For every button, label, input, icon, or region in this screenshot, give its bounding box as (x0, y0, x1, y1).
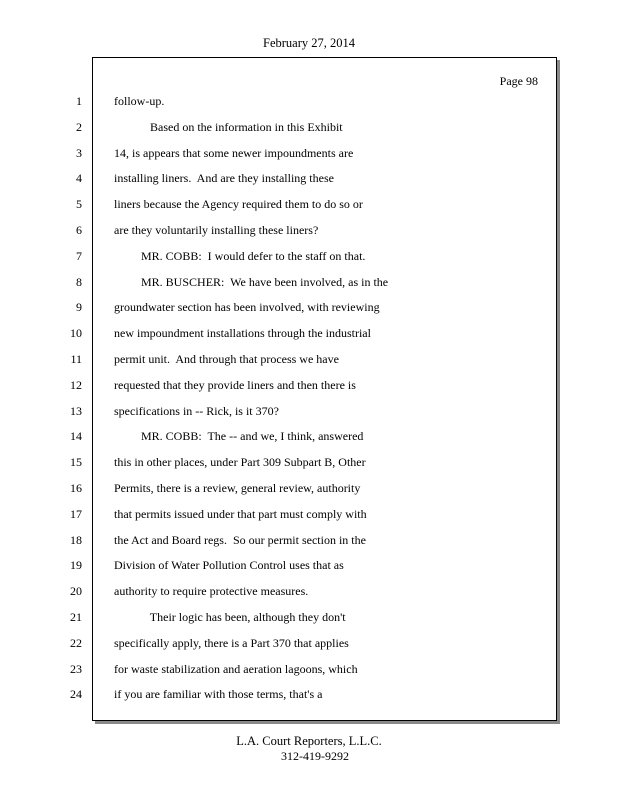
line-number: 10 (70, 326, 82, 340)
line-text: 14, is appears that some newer impoundments are (114, 146, 354, 160)
line-text: that permits issued under that part must comply with (114, 507, 367, 521)
line-number: 19 (70, 558, 82, 572)
line-text: permit unit. And through that process we have (114, 352, 339, 366)
line-number: 4 (76, 171, 82, 185)
line-number: 13 (70, 404, 82, 418)
line-text: Their logic has been, although they don't (114, 610, 346, 624)
line-number: 3 (76, 146, 82, 160)
line-number: 14 (70, 429, 82, 443)
line-number: 24 (70, 687, 82, 701)
line-text: new impoundment installations through the industrial (114, 326, 371, 340)
line-number: 1 (76, 94, 82, 108)
line-number: 23 (70, 662, 82, 676)
line-number: 17 (70, 507, 82, 521)
line-number: 8 (76, 275, 82, 289)
line-number: 9 (76, 300, 82, 314)
line-number: 21 (70, 610, 82, 624)
line-text: authority to require protective measures. (114, 584, 309, 598)
page-number: Page 98 (499, 74, 538, 88)
line-number: 2 (76, 120, 82, 134)
line-text: liners because the Agency required them to do so or (114, 197, 363, 211)
line-text: requested that they provide liners and then there is (114, 378, 356, 392)
line-text: Based on the information in this Exhibit (114, 120, 343, 134)
line-text: the Act and Board regs. So our permit section in the (114, 533, 366, 547)
line-number: 18 (70, 533, 82, 547)
line-number: 11 (70, 352, 82, 366)
line-text: MR. COBB: I would defer to the staff on that. (114, 249, 366, 263)
line-text: groundwater section has been involved, with reviewing (114, 300, 380, 314)
line-number: 15 (70, 455, 82, 469)
line-text: specifically apply, there is a Part 370 that applies (114, 636, 349, 650)
header-date: February 27, 2014 (263, 36, 355, 50)
line-text: MR. BUSCHER: We have been involved, as in the (114, 275, 389, 289)
line-text: installing liners. And are they installing these (114, 171, 334, 185)
line-number: 7 (76, 249, 82, 263)
line-text: specifications in -- Rick, is it 370? (114, 404, 279, 418)
line-text: if you are familiar with those terms, that's a (114, 687, 323, 701)
line-number: 22 (70, 636, 82, 650)
footer-company: L.A. Court Reporters, L.L.C. (236, 734, 382, 748)
line-number: 6 (76, 223, 82, 237)
line-text: for waste stabilization and aeration lagoons, which (114, 662, 358, 676)
footer-phone: 312-419-9292 (281, 749, 349, 763)
line-number: 20 (70, 584, 82, 598)
line-text: are they voluntarily installing these liners? (114, 223, 319, 237)
line-number: 12 (70, 378, 82, 392)
line-text: this in other places, under Part 309 Subpart B, Other (114, 455, 366, 469)
line-number: 5 (76, 197, 82, 211)
line-text: Permits, there is a review, general review, authority (114, 481, 361, 495)
line-text: follow-up. (114, 94, 165, 108)
line-number: 16 (70, 481, 82, 495)
line-text: Division of Water Pollution Control uses that as (114, 558, 344, 572)
line-text: MR. COBB: The -- and we, I think, answered (114, 429, 364, 443)
